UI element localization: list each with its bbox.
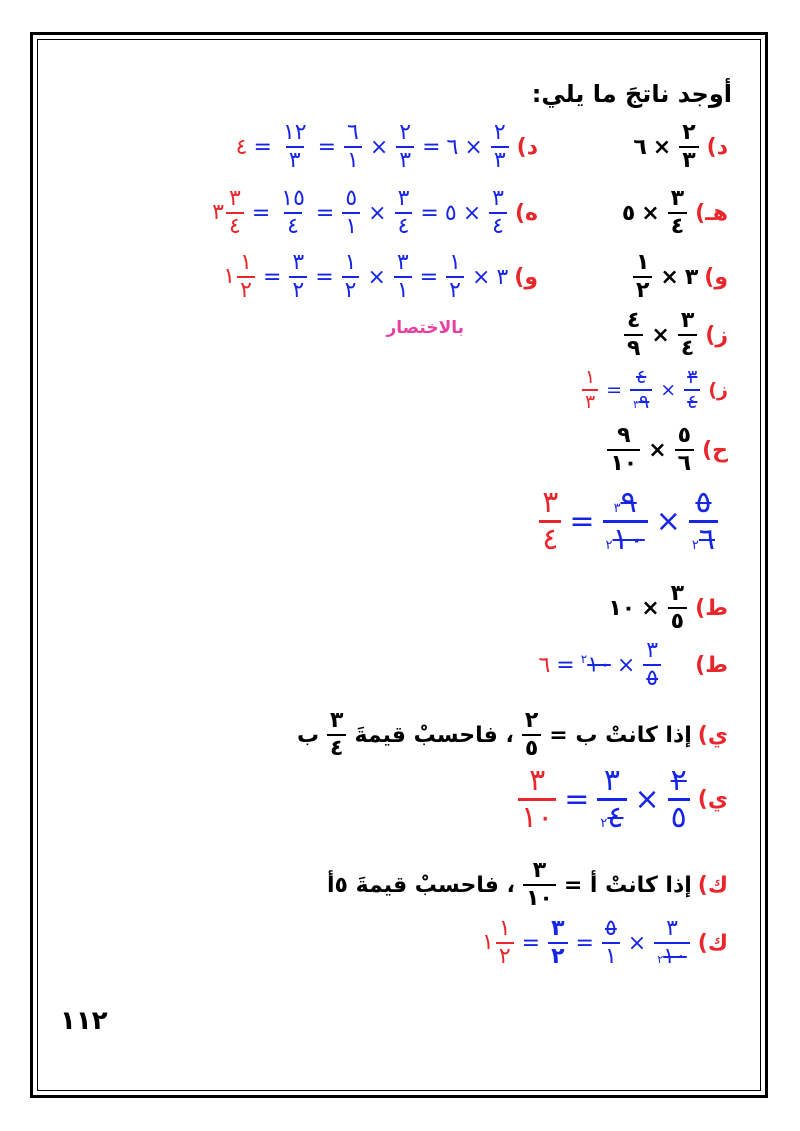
page-number: ١١٢	[60, 1006, 108, 1036]
item-letter: د)	[706, 134, 728, 160]
question-h2: ح) $\frac{٥}{٦}$ × $\frac{٩}{١٠}$	[605, 425, 728, 475]
question-w: و) ٣ × $\frac{١}{٢}$	[631, 252, 728, 302]
question-k: ك) إذا كانتْ أ = $\frac{٣}{١٠}$ ، فاحسبْ قيمةَ ٥أ	[326, 858, 728, 911]
answer-y: ي) $\frac{٢}{٥}$ × $\frac{٣}{٢٤}$ = $\frac{٣}{١٠}$	[516, 766, 728, 833]
question-h: هـ) $\frac{٣}{٤}$ × ٥	[621, 186, 728, 239]
answer-t: ط) $\frac{٣}{٥}$ × $^٢$١٠ = ٦	[538, 638, 728, 691]
answer-h: ه) $\frac{٣}{٤}$ × ٥ = $\frac{٣}{٤}$ × $\frac{٥}{١}$ = $\frac{١٥}{٤}$ = $\frac{٣}{٤}$ ٣	[212, 186, 538, 239]
answer-z: ز) $\frac{٣}{٤}$ × $\frac{٤}{٣٩}$ = $\frac{١}{٣}$	[580, 368, 728, 412]
answer-h2: $\frac{٥}{٢٦}$ × $\frac{٣٩}{٢١٠}$ = $\frac{٣}{٤}$	[537, 488, 720, 555]
question-t: ط) $\frac{٣}{٥}$ × ١٠	[608, 581, 728, 634]
exercise-heading: أوجد ناتجَ ما يلي:	[531, 80, 732, 108]
answer-k: ك) $\frac{٣}{٢١٠}$ × $\frac{٥}{١}$ = $\frac{٣}{٢}$ = $\frac{١}{٢}$ ١	[481, 916, 728, 969]
question-d: د) $\frac{٢}{٣}$ × ٦	[633, 120, 728, 173]
answer-d: د) $\frac{٢}{٣}$ × ٦ = $\frac{٢}{٣}$ × $\frac{٦}{١}$ = $\frac{١٢}{٣}$ = ٤	[235, 120, 538, 173]
question-y: ي) إذا كانتْ ب = $\frac{٢}{٥}$ ، فاحسبْ قيمةَ $\frac{٣}{٤}$ ب	[296, 708, 728, 761]
question-z: ز) $\frac{٣}{٤}$ × $\frac{٤}{٩}$	[622, 310, 728, 360]
answer-w: و) ٣ × $\frac{١}{٢}$ = $\frac{٣}{١}$ × $\frac{١}{٢}$ = $\frac{٣}{٢}$ = $\frac{١}{٢}$ ١	[223, 250, 538, 303]
shortcut-note: بالاختصار	[386, 318, 464, 338]
